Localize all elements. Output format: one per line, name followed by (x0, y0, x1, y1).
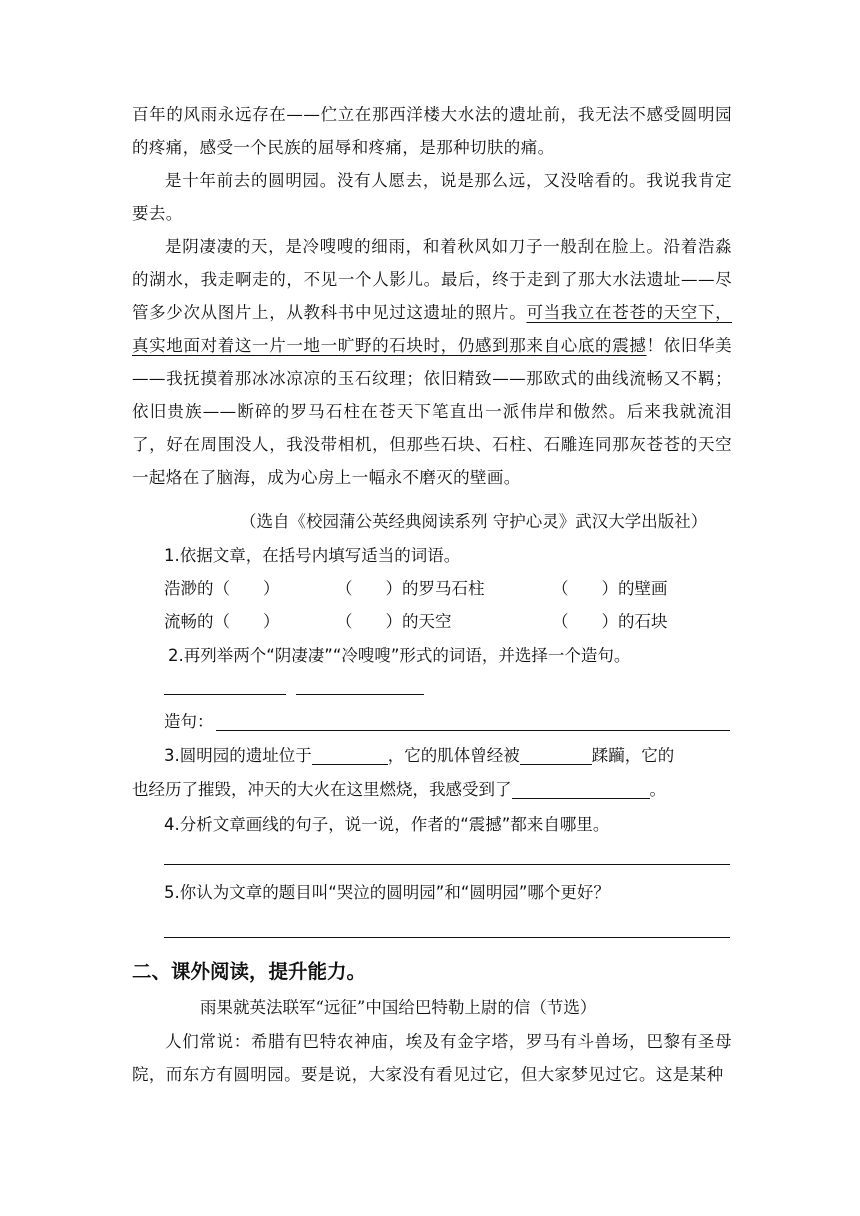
passage-paragraph-1: 百年的风雨永远存在——伫立在那西洋楼大水法的遗址前，我无法不感受圆明园的疼痛，感受一个民族的屈辱和疼痛，是那种切肤的痛。 (132, 105, 732, 157)
q1-blank-1[interactable]: 浩渺的（ ） (164, 579, 280, 598)
q2-sentence-blank[interactable] (216, 730, 730, 731)
paragraph-3-text-start: 是阴凄凄的天，是冷嗖嗖的细雨，和着秋风如刀子一般刮在脸上。沿着浩淼的湖水，我走啊走的，不见一个人影儿。最后，终于走到了那大水法遗址——尽管多少次从图片上，从教科书中见过这遗址的照片。 (132, 237, 732, 322)
section-2-article-title: 雨果就英法联军“远征”中国给巴特勒上尉的信（节选） (200, 998, 597, 1017)
q3-text-c: 蹂躏，它的 (591, 746, 675, 765)
q4-answer-line[interactable] (164, 864, 730, 865)
question-4: 4.分析文章画线的句子，说一说，作者的“震撼”都来自哪里。 (164, 815, 610, 834)
passage-paragraph-2: 是十年前去的圆明园。没有人愿去，说是那么远，又没啥看的。我说我肯定要去。 (132, 171, 732, 223)
q1-blank-4[interactable]: 流畅的（ ） (164, 612, 280, 631)
passage-paragraph-3 (132, 230, 732, 494)
q3-text-a: 3.圆明园的遗址位于 (164, 746, 312, 765)
question-3-line-2 (132, 775, 666, 805)
underlined-sentence: 可当我立在苍苍的天空下，真实地面对着这一片一地一旷野的石块时，仍感到那来自心底的震撼 (132, 303, 732, 355)
section-2-heading: 二、课外阅读，提升能力。 (132, 960, 367, 983)
q1-blank-5[interactable]: （ ）的天空 (336, 612, 452, 631)
passage-source: （选自《校园蒲公英经典阅读系列 守护心灵》武汉大学出版社） (240, 512, 708, 531)
q1-blank-2[interactable]: （ ）的罗马石柱 (336, 579, 485, 598)
q3-text-d: 也经历了摧毁，冲天的大火在这里燃烧，我感受到了 (132, 780, 512, 799)
q2-sentence-label: 造句： (164, 712, 214, 731)
q1-blank-6[interactable]: （ ）的石块 (552, 612, 668, 631)
q2-word-blank-1[interactable] (164, 694, 286, 695)
paragraph-3-text-end: ！依旧华美——我抚摸着那冰冰凉凉的玉石纹理；依旧精致——那欧式的曲线流畅又不羁；依旧贵族——断碎的罗马石柱在苍天下笔直出一派伟岸和傲然。后来我就流泪了，好在周围没人，我没带相机，但那些石块、石柱、石雕连同那灰苍苍的天空一起烙在了脑海，成为心房上一幅永不磨灭的壁画。 (132, 336, 732, 487)
q3-blank-feeling[interactable] (512, 778, 650, 799)
q3-blank-invader[interactable] (520, 744, 592, 765)
question-2: 2.再列举两个“阴凄凄”“冷嗖嗖”形式的词语，并选择一个造句。 (168, 646, 631, 665)
question-1: 1.依据文章，在括号内填写适当的词语。 (164, 546, 461, 565)
section-2-paragraph-1: 人们常说：希腊有巴特农神庙，埃及有金字塔，罗马有斗兽场，巴黎有圣母院，而东方有圆明园。要是说，大家没有看见过它，但大家梦见过它。这是某种 (132, 1032, 732, 1084)
question-5: 5.你认为文章的题目叫“哭泣的圆明园”和“圆明园”哪个更好？ (164, 883, 610, 902)
q5-answer-line[interactable] (164, 937, 730, 938)
q3-blank-location[interactable] (312, 744, 388, 765)
q3-text-e: 。 (649, 780, 666, 799)
q2-word-blank-2[interactable] (296, 694, 424, 695)
question-3-line-1 (164, 741, 674, 771)
q3-text-b: ，它的肌体曾经被 (387, 746, 520, 765)
q1-blank-3[interactable]: （ ）的壁画 (552, 579, 668, 598)
